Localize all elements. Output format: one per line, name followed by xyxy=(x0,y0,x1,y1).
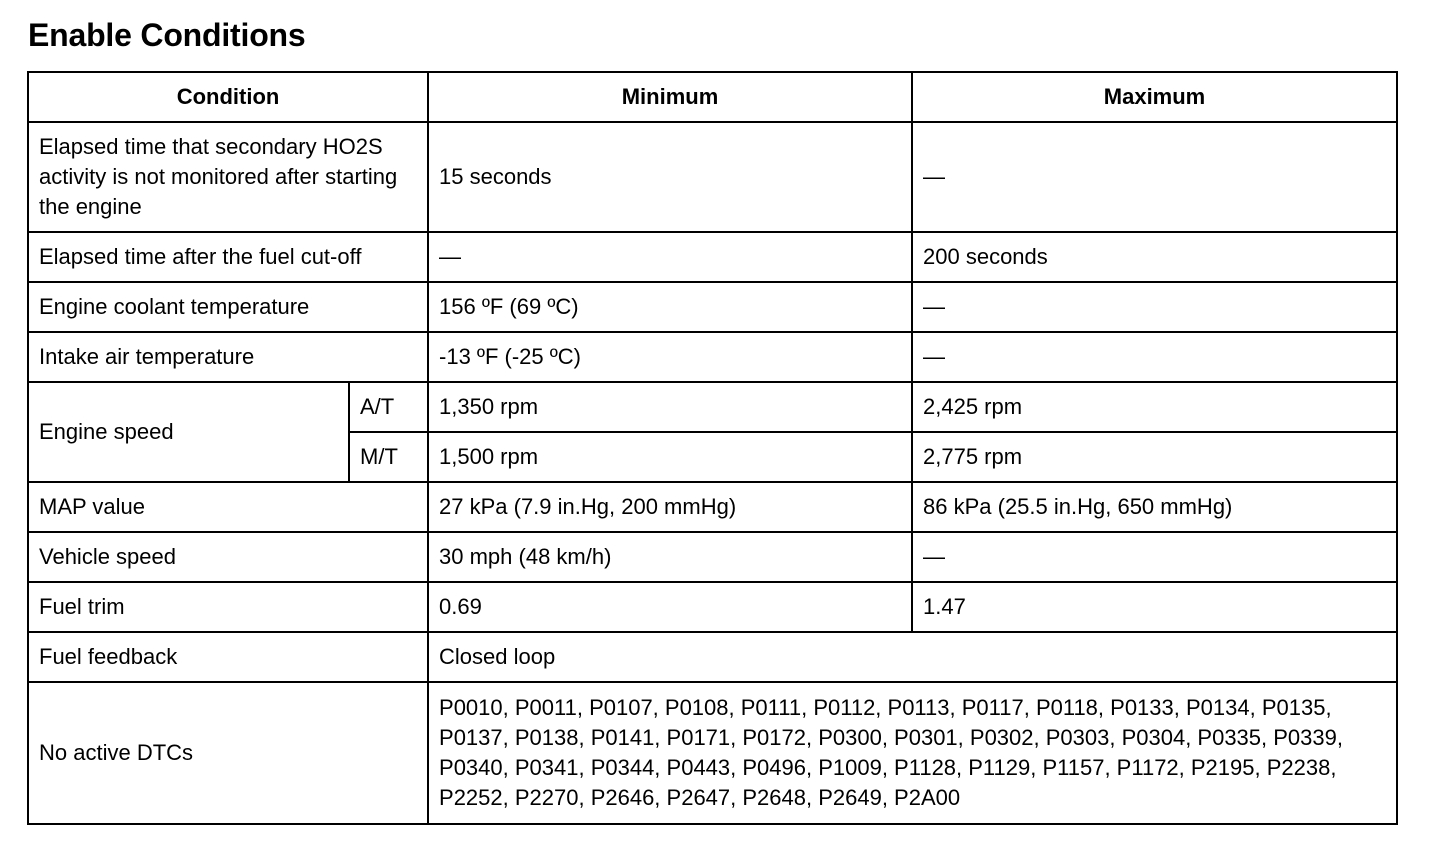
minimum-cell: 1,350 rpm xyxy=(428,382,912,432)
transmission-type-cell: A/T xyxy=(349,382,428,432)
header-condition: Condition xyxy=(28,72,428,122)
maximum-cell: 2,425 rpm xyxy=(912,382,1397,432)
condition-cell: Fuel feedback xyxy=(28,632,428,682)
page-title: Enable Conditions xyxy=(28,17,306,53)
table-row xyxy=(28,582,1397,632)
header-minimum: Minimum xyxy=(428,72,912,122)
maximum-cell: 2,775 rpm xyxy=(912,432,1397,482)
condition-cell: Elapsed time after the fuel cut-off xyxy=(28,232,428,282)
value-cell: Closed loop xyxy=(428,632,1397,682)
minimum-cell: -13 ºF (-25 ºC) xyxy=(428,332,912,382)
table-row xyxy=(28,122,1397,232)
condition-cell: Fuel trim xyxy=(28,582,428,632)
table-row xyxy=(28,682,1397,824)
minimum-cell: 27 kPa (7.9 in.Hg, 200 mmHg) xyxy=(428,482,912,532)
table-row xyxy=(28,332,1397,382)
maximum-cell: — xyxy=(912,332,1397,382)
table-row xyxy=(28,632,1397,682)
minimum-cell: 30 mph (48 km/h) xyxy=(428,532,912,582)
condition-cell: Engine coolant temperature xyxy=(28,282,428,332)
maximum-cell: — xyxy=(912,122,1397,232)
minimum-cell: 1,500 rpm xyxy=(428,432,912,482)
condition-cell: MAP value xyxy=(28,482,428,532)
maximum-cell: 86 kPa (25.5 in.Hg, 650 mmHg) xyxy=(912,482,1397,532)
transmission-type-cell: M/T xyxy=(349,432,428,482)
table-row xyxy=(28,482,1397,532)
maximum-cell: — xyxy=(912,282,1397,332)
condition-cell: Intake air temperature xyxy=(28,332,428,382)
table-row xyxy=(28,532,1397,582)
condition-cell: No active DTCs xyxy=(28,682,428,824)
enable-conditions-table xyxy=(27,71,1398,825)
table-row xyxy=(28,382,1397,432)
header-maximum: Maximum xyxy=(912,72,1397,122)
condition-cell: Engine speed xyxy=(28,382,349,482)
minimum-cell: — xyxy=(428,232,912,282)
minimum-cell: 0.69 xyxy=(428,582,912,632)
maximum-cell: 200 seconds xyxy=(912,232,1397,282)
table-header-row xyxy=(28,72,1397,122)
table-row xyxy=(28,232,1397,282)
minimum-cell: 15 seconds xyxy=(428,122,912,232)
table-row xyxy=(28,282,1397,332)
maximum-cell: 1.47 xyxy=(912,582,1397,632)
maximum-cell: — xyxy=(912,532,1397,582)
minimum-cell: 156 ºF (69 ºC) xyxy=(428,282,912,332)
dtc-list-cell: P0010, P0011, P0107, P0108, P0111, P0112, P0113, P0117, P0118, P0133, P0134, P0135, P0137, P0138, P0141, P0171, P0172, P0300, P0301, P0302, P0303, P0304, P0335, P0339, P0340, P0341, P0344, P0443, P0496, P1009, P1128, P1129, P1157, P1172, P2195, P2238, P2252, P2270, P2646, P2647, P2648, P2649, P2A00 xyxy=(428,682,1397,824)
condition-cell: Elapsed time that secondary HO2S activity is not monitored after starting the engine xyxy=(28,122,428,232)
condition-cell: Vehicle speed xyxy=(28,532,428,582)
